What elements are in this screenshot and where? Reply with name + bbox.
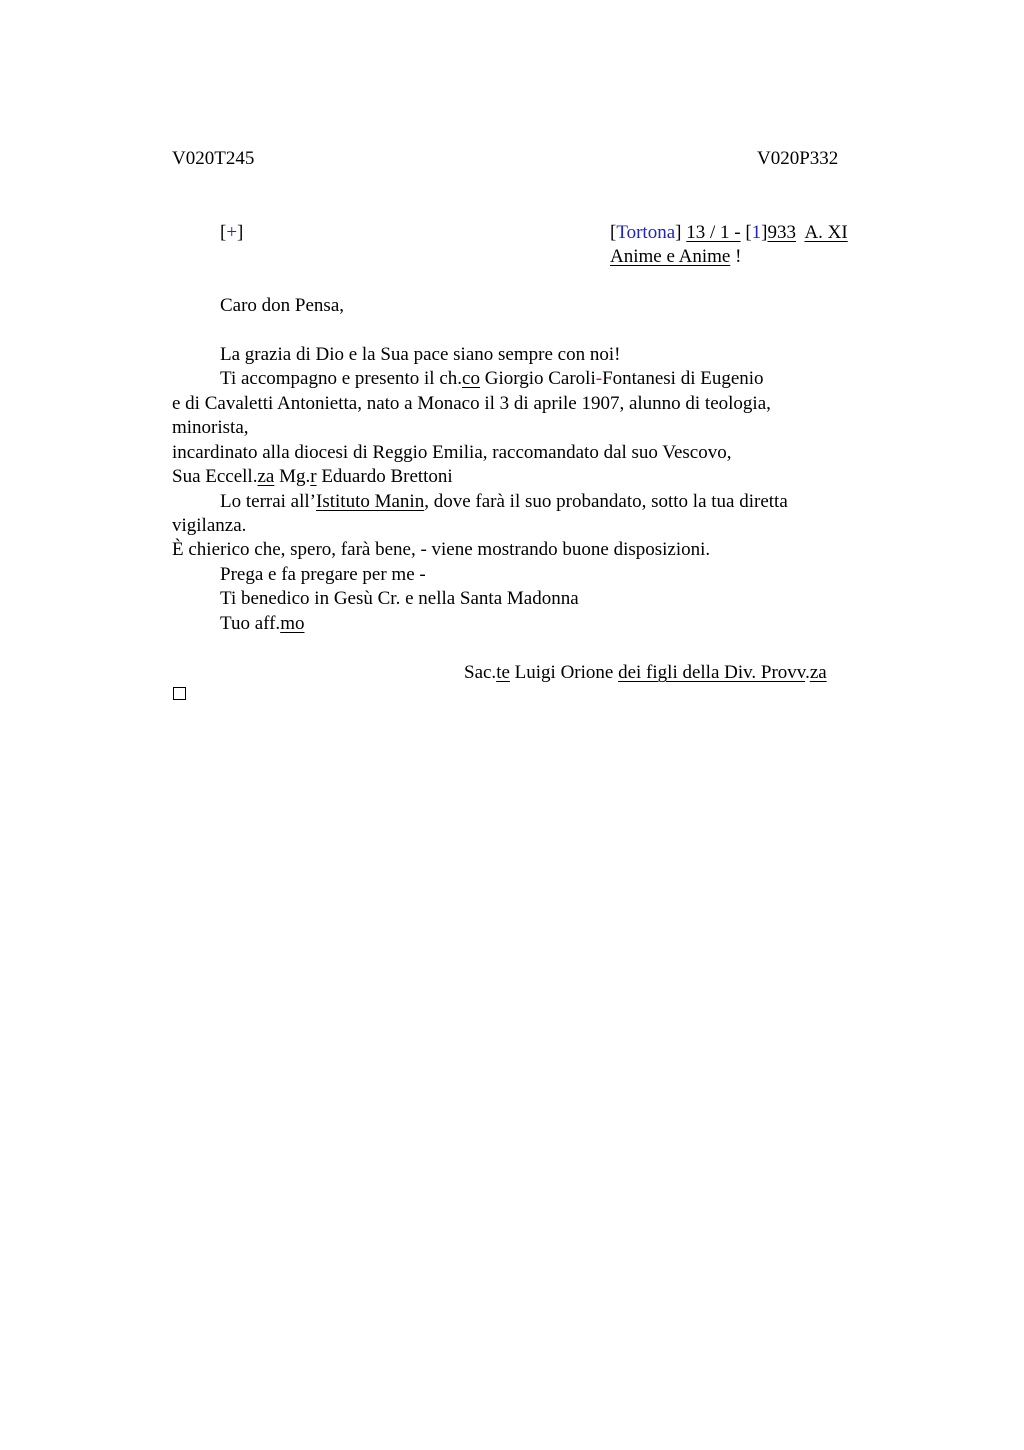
cross-marker: [+] (220, 222, 244, 243)
congregation-name: dei figli della Div. Provv (618, 662, 806, 683)
salutation: Caro don Pensa, (220, 295, 345, 316)
body-line-2: Ti accompagno e presento il ch.co Giorgio Caroli-Fontanesi di Eugenio (220, 368, 764, 389)
body-line-9: È chierico che, spero, farà bene, - viene mostrando buone disposizioni. (172, 539, 711, 560)
body-line-10: Prega e fa pregare per me - (220, 564, 426, 585)
body-line-11: Ti benedico in Gesù Cr. e nella Santa Madonna (220, 588, 579, 609)
body-line-7: Lo terrai all’Istituto Manin, dove farà il suo probandato, sotto la tua diretta (220, 491, 788, 512)
body-line-1: La grazia di Dio e la Sua pace siano sempre con noi! (220, 344, 621, 365)
end-marker-square-icon (173, 687, 186, 700)
motto-line: Anime e Anime ! (610, 246, 742, 267)
fascist-era-year: A. XI (804, 222, 848, 243)
body-line-8: vigilanza. (172, 515, 247, 536)
letter-year: 933 (767, 222, 796, 243)
motto: Anime e Anime (610, 246, 731, 267)
institute-name: Istituto Manin (316, 491, 425, 512)
body-line-6: Sua Eccell.za Mg.r Eduardo Brettoni (172, 466, 453, 487)
document-code-left: V020T245 (172, 148, 255, 169)
body-line-4: minorista, (172, 417, 249, 438)
place-date-line: [Tortona] 13 / 1 - [1]933 A. XI (610, 222, 848, 243)
place-name: Tortona (616, 222, 676, 243)
closing: Tuo aff.mo (220, 613, 305, 634)
cross-symbol: + (226, 222, 238, 243)
body-line-5: incardinato alla diocesi di Reggio Emilia, raccomandato dal suo Vescovo, (172, 442, 732, 463)
signature: Sac.te Luigi Orione dei figli della Div. Provv.za (464, 662, 827, 683)
letter-date: 13 / 1 - (686, 222, 741, 243)
document-code-right: V020P332 (757, 148, 839, 169)
body-line-3: e di Cavaletti Antonietta, nato a Monaco il 3 di aprile 1907, alunno di teologia, (172, 393, 771, 414)
